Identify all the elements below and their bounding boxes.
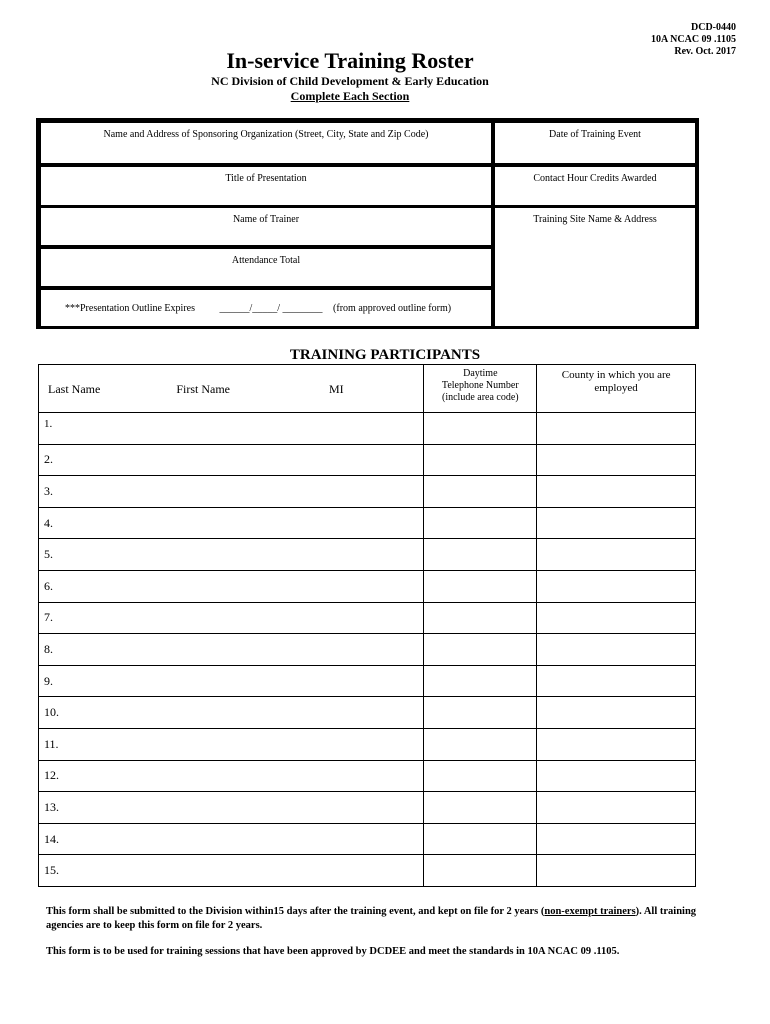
participant-name-cell[interactable] [39,602,424,634]
expires-blank: ______/_____/ ________ [219,303,323,314]
participant-county-cell[interactable] [537,728,696,760]
participant-county-cell[interactable] [537,413,696,445]
table-row [39,444,696,476]
row-number: 9. [44,673,53,688]
footer-note-2: This form is to be used for training sessions that have been approved by DCDEE and meet the standards in 10A NCAC 09 .1105. [46,946,620,957]
participant-county-cell[interactable] [537,634,696,666]
footer-note-1 [46,905,726,933]
phone-header-line1: Daytime [463,368,498,379]
participant-phone-cell[interactable] [424,634,537,666]
attendance-field[interactable] [41,249,491,286]
attendance-label: Attendance Total [231,255,301,266]
table-row [39,539,696,571]
name-header [39,365,424,413]
participant-name-cell[interactable] [39,855,424,887]
participant-phone-cell[interactable] [424,760,537,792]
row-number: 14. [44,831,59,846]
participant-name-cell[interactable] [39,665,424,697]
presentation-title-label: Title of Presentation [225,173,307,184]
participant-name-cell[interactable] [39,792,424,824]
instruction-heading: Complete Each Section [290,89,410,103]
trainer-label: Name of Trainer [232,214,300,225]
participant-county-cell[interactable] [537,570,696,602]
participant-phone-cell[interactable] [424,665,537,697]
footer-note-1-a: This form shall be submitted to the Division within15 days after the training event, and kept on file for 2 years ( [46,906,545,917]
participant-phone-cell[interactable] [424,823,537,855]
participant-name-cell[interactable] [39,570,424,602]
participant-county-cell[interactable] [537,823,696,855]
form-regulation: 10A NCAC 09 .1105 [650,34,736,45]
participant-name-cell[interactable] [39,476,424,508]
table-row [39,413,696,445]
participant-county-cell[interactable] [537,665,696,697]
page-title: In-service Training Roster [226,48,474,73]
table-row [39,823,696,855]
expires-field[interactable] [41,290,491,326]
table-row [39,507,696,539]
sponsor-field[interactable] [41,123,491,163]
participant-county-cell[interactable] [537,444,696,476]
page-subtitle: NC Division of Child Development & Early Education [211,74,489,88]
table-row [39,697,696,729]
row-number: 8. [44,641,53,656]
row-number: 4. [44,515,53,530]
participant-phone-cell[interactable] [424,507,537,539]
phone-header-line2: Telephone Number [441,380,519,391]
table-row [39,728,696,760]
form-number: DCD-0440 [691,22,736,33]
participant-county-cell[interactable] [537,507,696,539]
participant-county-cell[interactable] [537,539,696,571]
participant-name-cell[interactable] [39,507,424,539]
expires-note: (from approved outline form) [333,303,452,314]
participants-table [38,364,696,887]
last-name-header: Last Name [48,382,101,396]
row-number: 6. [44,578,53,593]
county-header [537,365,696,413]
event-info-frame [36,118,699,329]
participant-phone-cell[interactable] [424,413,537,445]
site-label: Training Site Name & Address [533,214,657,225]
participants-title: TRAINING PARTICIPANTS [289,347,481,363]
participant-phone-cell[interactable] [424,476,537,508]
row-number: 7. [44,610,53,625]
first-name-header: First Name [176,382,230,396]
row-number: 13. [44,799,59,814]
table-header-row [39,365,696,413]
participant-phone-cell[interactable] [424,539,537,571]
credits-field[interactable] [495,167,695,205]
participant-phone-cell[interactable] [424,697,537,729]
participant-county-cell[interactable] [537,855,696,887]
row-number: 5. [44,547,53,562]
site-field[interactable] [495,208,695,326]
participant-name-cell[interactable] [39,728,424,760]
row-number: 11. [44,736,59,751]
mi-header: MI [328,382,344,396]
table-row [39,665,696,697]
county-header-line2: employed [594,382,638,394]
participant-county-cell[interactable] [537,602,696,634]
participant-county-cell[interactable] [537,476,696,508]
sponsor-label: Name and Address of Sponsoring Organization (Street, City, State and Zip Code) [103,129,429,140]
form-revision: Rev. Oct. 2017 [674,46,736,57]
phone-header [424,365,537,413]
table-row [39,602,696,634]
participant-phone-cell[interactable] [424,855,537,887]
participant-name-cell[interactable] [39,823,424,855]
row-number: 1. [44,418,53,430]
row-number: 15. [44,863,59,878]
phone-header-line3: (include area code) [442,392,519,403]
date-label: Date of Training Event [549,129,641,140]
participant-county-cell[interactable] [537,760,696,792]
table-row [39,760,696,792]
participant-phone-cell[interactable] [424,444,537,476]
participant-county-cell[interactable] [537,792,696,824]
participant-name-cell[interactable] [39,539,424,571]
table-row [39,476,696,508]
participant-name-cell[interactable] [39,444,424,476]
date-field[interactable] [495,123,695,163]
participant-name-cell[interactable] [39,697,424,729]
participant-phone-cell[interactable] [424,728,537,760]
participant-county-cell[interactable] [537,697,696,729]
participant-name-cell[interactable] [39,760,424,792]
presentation-title-field[interactable] [41,167,491,205]
footer-note-1-b: ). All training agencies are to keep this form on file for 2 years. [46,906,697,931]
row-number: 2. [44,452,53,467]
participant-phone-cell[interactable] [424,602,537,634]
table-row [39,855,696,887]
participant-phone-cell[interactable] [424,792,537,824]
participant-name-cell[interactable] [39,413,424,445]
footer-note-1-underlined: non-exempt trainers [544,906,636,917]
expires-label: ***Presentation Outline Expires [65,303,195,314]
table-row [39,792,696,824]
county-header-line1: County in which you are [561,369,671,381]
row-number: 3. [44,483,53,498]
participant-phone-cell[interactable] [424,570,537,602]
row-number: 10. [44,705,59,720]
table-row [39,634,696,666]
participant-name-cell[interactable] [39,634,424,666]
row-number: 12. [44,768,59,783]
trainer-field[interactable] [41,208,491,245]
table-row [39,570,696,602]
credits-label: Contact Hour Credits Awarded [533,173,657,184]
